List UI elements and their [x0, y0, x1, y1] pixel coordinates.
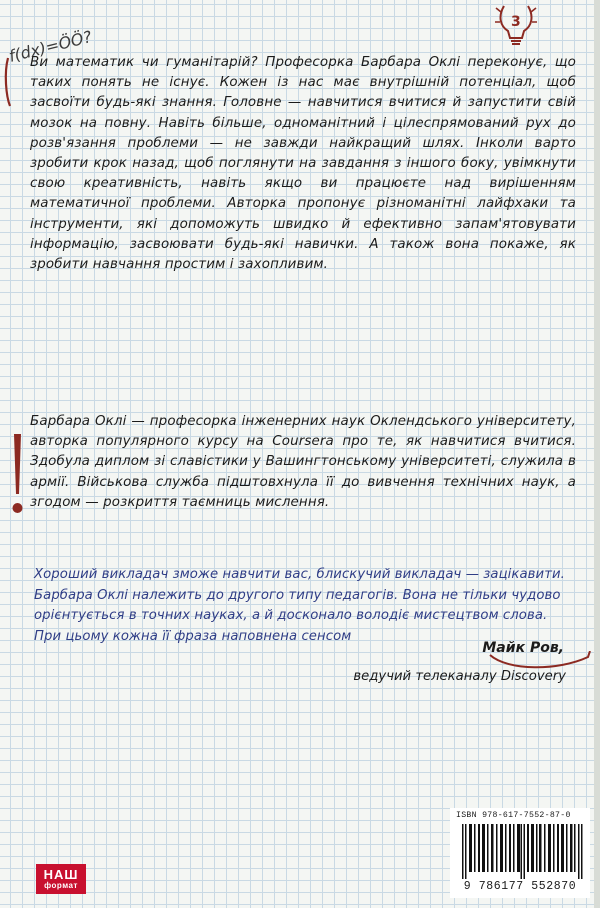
lightbulb-icon [494, 0, 538, 46]
svg-text:3: 3 [511, 14, 521, 30]
ean-number: 9 786177 552870 [463, 880, 577, 893]
publisher-logo: НАШ формат [36, 864, 86, 894]
formula-text: f(dx)=ÖÖ? [6, 26, 94, 66]
description-paragraph: Ви математик чи гуманітарій? Професорка Барбара Оклі переконує, що таких понять не існує. Кожен із нас має внутрішній потенціал, щоб засвоїти будь-які знання. Головне — навчитися вчитися й запустити свій мозок на повну. Навіть більше, одноманітний і цілеспрямований рух до розв'язання проблеми — не завжди найкращий шлях. Інколи варто зробити крок назад, щоб поглянути на завдання з іншого боку, увімкнути свою креативність, навіть якщо ви працюєте над вирішенням математичної проблеми. Авторка пропонує різноманітні лайфхаки та інструменти, які допоможуть швидко й ефективно запам'ятовувати інформацію, засвоювати будь-які навички. А також вона покаже, як зробити навчання простим і захопливим. [30, 55, 576, 273]
exclamation-icon [6, 430, 28, 520]
barcode [450, 808, 590, 898]
barcode-bars [460, 824, 584, 879]
isbn-label: ISBN 978-617-7552-87-0 [456, 811, 571, 820]
quote-author-role: ведучий телеканалу Discovery [353, 669, 566, 684]
author-bio-paragraph: Барбара Оклі — професорка інженерних наук Оклендського університету, авторка популярного курсу на Coursera про те, як навчитися вчитися. Здобула диплом зі славістики у Вашингтонському університеті, служила в армії. Військова служба підштовхнула її до вивчення технічних наук, а згодом — розкриття таємниць мислення. [30, 414, 576, 510]
quote-author: Майк Ров, [482, 640, 564, 656]
review-quote: Хороший викладач зможе навчити вас, блискучий викладач — зацікавити. Барбара Оклі належить до другого типу педагогів. Вона не тільки чудово орієнтується в точних науках, а й досконало володіє мистецтвом слова. При цьому кожна її фраза наповнена сенсом [34, 567, 565, 644]
